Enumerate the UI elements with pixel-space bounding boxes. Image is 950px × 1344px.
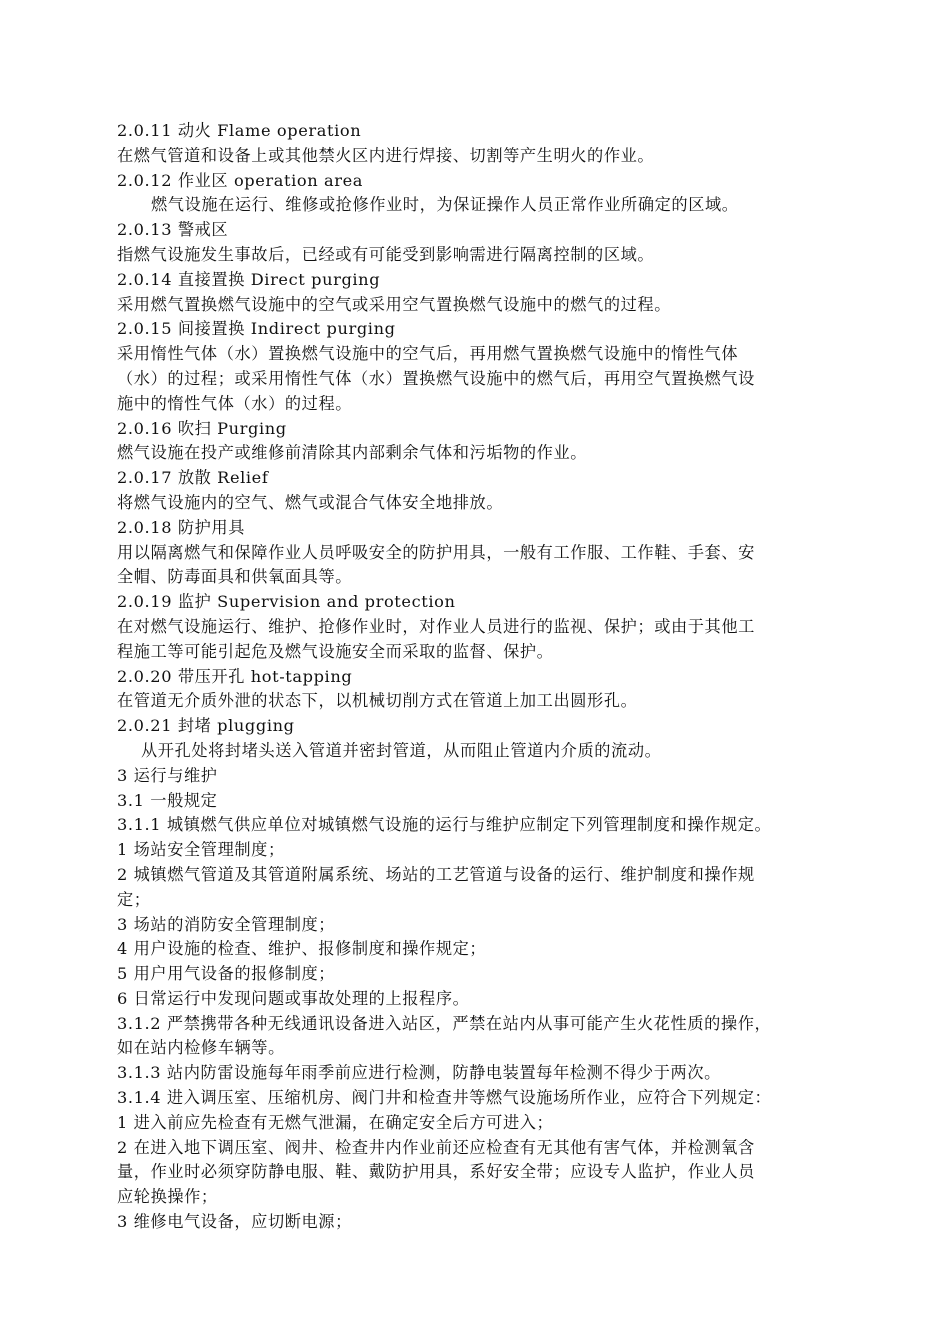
text-line-p-3-1-2a: 3.1.2 严禁携带各种无线通讯设备进入站区，严禁在站内从事可能产生火花性质的操作，: [117, 1013, 772, 1033]
text-line-t-2-0-14: 2.0.14 直接置换 Direct purging: [117, 269, 381, 289]
text-line-p-3-1-4-2a: 2 在进入地下调压室、阀井、检查井内作业前还应检查有无其他有害气体，并检测氧含: [117, 1137, 755, 1157]
text-line-t-2-0-19: 2.0.19 监护 Supervision and protection: [117, 592, 456, 612]
text-line-p-3-1-4-1: 1 进入前应先检查有无燃气泄漏，在确定安全后方可进入；: [117, 1112, 554, 1132]
text-line-d-2-0-18b: 全帽、防毒面具和供氧面具等。: [117, 567, 353, 587]
text-line-t-2-0-16: 2.0.16 吹扫 Purging: [117, 418, 287, 438]
text-line-d-2-0-15a: 采用惰性气体（水）置换燃气设施中的空气后，再用燃气置换燃气设施中的惰性气体: [117, 344, 739, 364]
text-line-p-3-1-1-5: 5 用户用气设备的报修制度；: [117, 964, 336, 984]
text-line-d-2-0-15c: 施中的惰性气体（水）的过程。: [117, 393, 353, 413]
text-line-t-2-0-11: 2.0.11 动火 Flame operation: [117, 121, 362, 140]
text-line-d-2-0-18a: 用以隔离燃气和保障作业人员呼吸安全的防护用具，一般有工作服、工作鞋、手套、安: [117, 542, 755, 562]
text-line-d-2-0-15b: （水）的过程；或采用惰性气体（水）置换燃气设施中的燃气后，再用空气置换燃气设: [117, 368, 755, 388]
text-line-t-2-0-20: 2.0.20 带压开孔 hot-tapping: [117, 666, 353, 686]
text-line-t-2-0-15: 2.0.15 间接置换 Indirect purging: [117, 319, 396, 339]
text-line-d-2-0-12: 燃气设施在运行、维修或抢修作业时，为保证操作人员正常作业所确定的区域。: [151, 195, 739, 215]
text-line-d-2-0-11: 在燃气管道和设备上或其他禁火区内进行焊接、切割等产生明火的作业。: [117, 145, 655, 165]
text-line-p-3-1-4: 3.1.4 进入调压室、压缩机房、阀门井和检查井等燃气设施场所作业，应符合下列规定：: [117, 1088, 772, 1108]
text-line-p-3-1-1-6: 6 日常运行中发现问题或事故处理的上报程序。: [117, 988, 470, 1008]
text-line-t-2-0-17: 2.0.17 放散 Relief: [117, 468, 269, 488]
text-line-d-2-0-19a: 在对燃气设施运行、维护、抢修作业时，对作业人员进行的监视、保护；或由于其他工: [117, 616, 755, 636]
text-line-d-2-0-14: 采用燃气置换燃气设施中的空气或采用空气置换燃气设施中的燃气的过程。: [117, 294, 671, 314]
text-line-t-2-0-13: 2.0.13 警戒区: [117, 220, 229, 240]
document-page: [117, 119, 845, 1235]
text-line-d-2-0-17: 将燃气设施内的空气、燃气或混合气体安全地排放。: [117, 492, 504, 512]
text-line-p-3-1-4-2c: 应轮换操作；: [117, 1187, 218, 1207]
text-line-t-2-0-18: 2.0.18 防护用具: [117, 517, 245, 537]
text-line-d-2-0-13: 指燃气设施发生事故后，已经或有可能受到影响需进行隔离控制的区域。: [117, 244, 655, 264]
text-line-d-2-0-19b: 程施工等可能引起危及燃气设施安全而采取的监督、保护。: [117, 641, 554, 661]
text-line-d-2-0-16: 燃气设施在投产或维修前清除其内部剩余气体和污垢物的作业。: [117, 443, 588, 463]
text-line-p-3-1-4-3: 3 维修电气设备，应切断电源；: [117, 1212, 352, 1232]
text-line-d-2-0-21: 从开孔处将封堵头送入管道并密封管道，从而阻止管道内介质的流动。: [141, 740, 662, 760]
text-line-h-3-1: 3.1 一般规定: [117, 790, 218, 810]
text-line-p-3-1-3: 3.1.3 站内防雷设施每年雨季前应进行检测，防静电装置每年检测不得少于两次。: [117, 1063, 721, 1083]
text-line-p-3-1-1-1: 1 场站安全管理制度；: [117, 840, 285, 860]
text-line-h-3: 3 运行与维护: [117, 765, 218, 785]
text-line-p-3-1-1: 3.1.1 城镇燃气供应单位对城镇燃气设施的运行与维护应制定下列管理制度和操作规定。: [117, 815, 772, 835]
text-line-p-3-1-1-3: 3 场站的消防安全管理制度；: [117, 914, 336, 934]
text-line-p-3-1-1-2b: 定；: [117, 889, 151, 909]
text-line-p-3-1-1-4: 4 用户设施的检查、维护、报修制度和操作规定；: [117, 939, 487, 959]
text-line-p-3-1-4-2b: 量，作业时必须穿防静电服、鞋、戴防护用具，系好安全带；应设专人监护，作业人员: [117, 1162, 755, 1182]
text-line-t-2-0-12: 2.0.12 作业区 operation area: [117, 170, 364, 190]
text-line-d-2-0-20: 在管道无介质外泄的状态下，以机械切削方式在管道上加工出圆形孔。: [117, 691, 638, 711]
text-line-p-3-1-1-2a: 2 城镇燃气管道及其管道附属系统、场站的工艺管道与设备的运行、维护制度和操作规: [117, 864, 755, 884]
text-line-p-3-1-2b: 如在站内检修车辆等。: [117, 1038, 285, 1058]
text-line-t-2-0-21: 2.0.21 封堵 plugging: [117, 716, 295, 736]
